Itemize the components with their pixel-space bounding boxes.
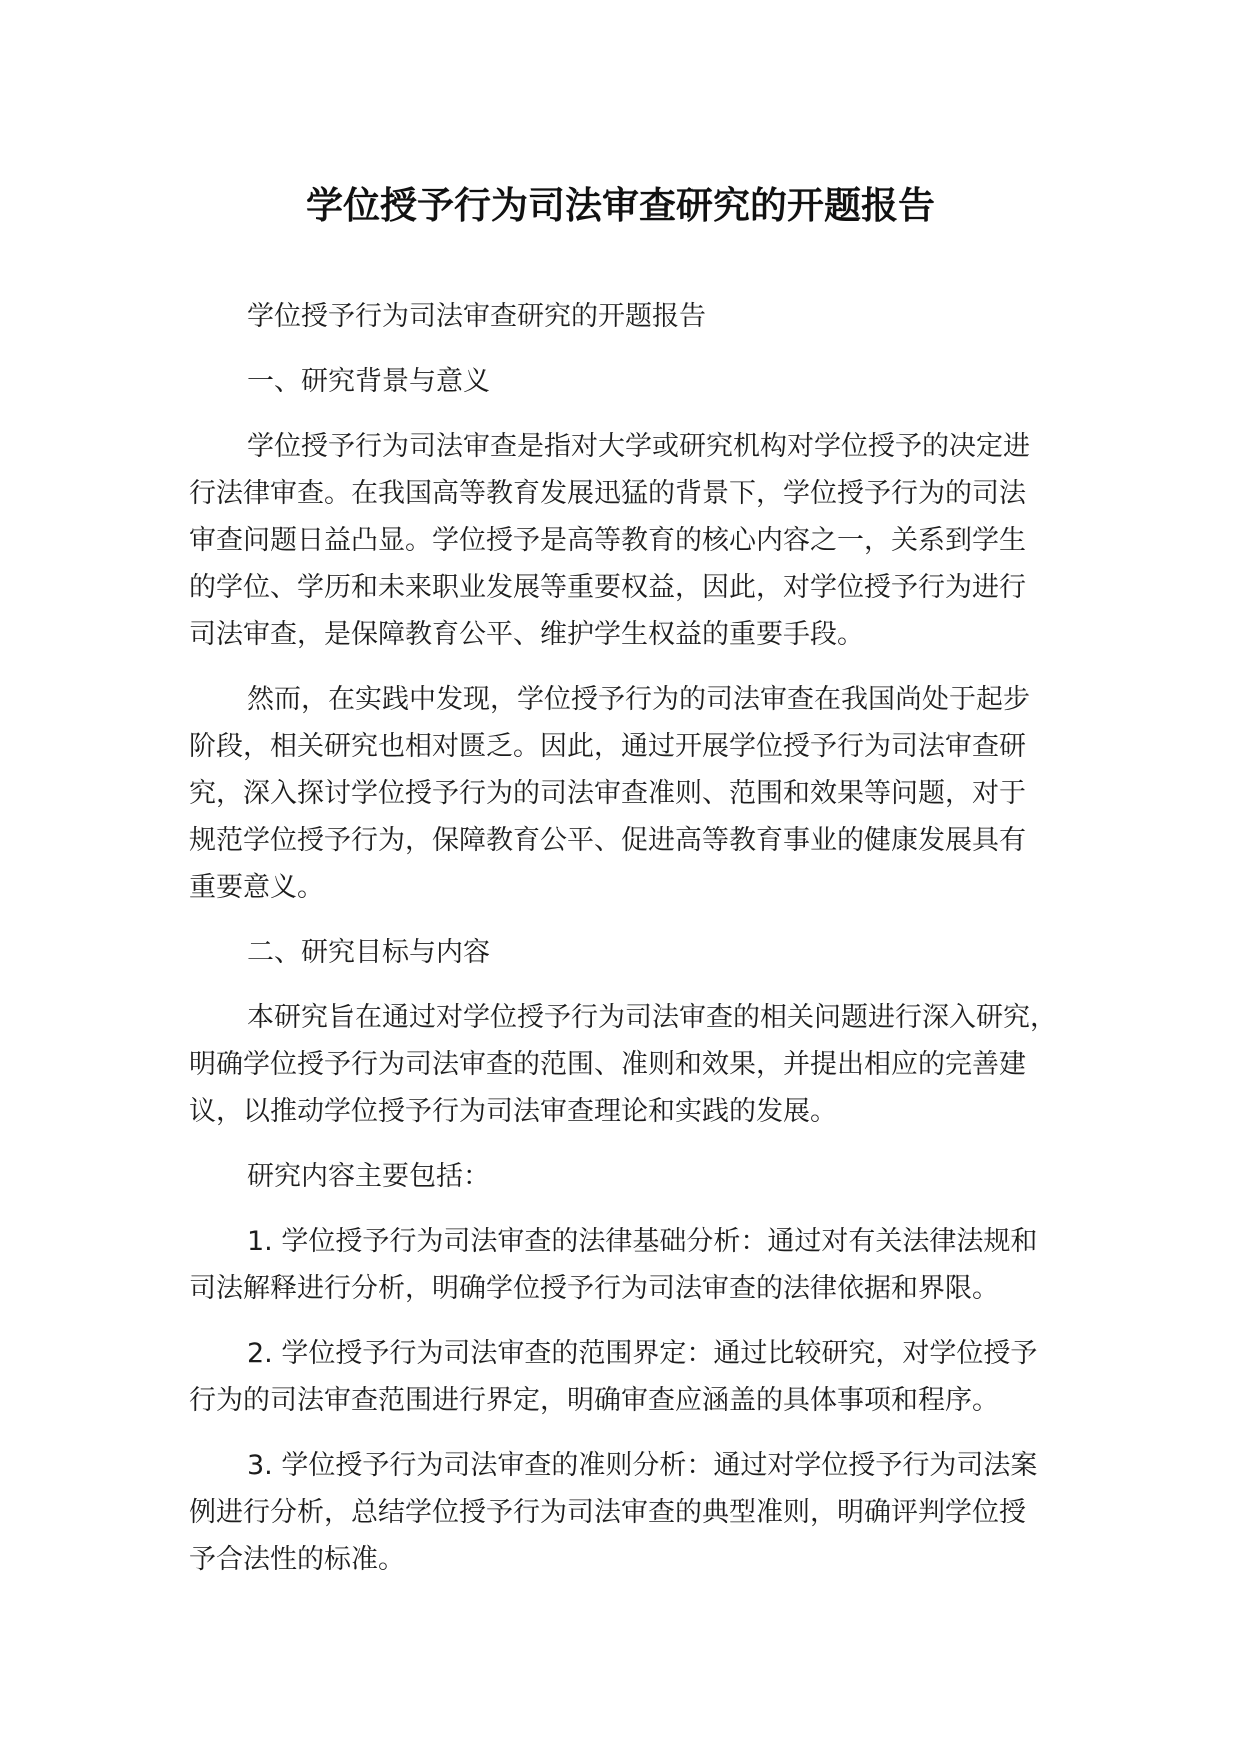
text-line: 二、研究目标与内容 — [247, 937, 490, 968]
text-line: 例进行分析，总结学位授予行为司法审查的典型准则，明确评判学位授 — [189, 1497, 1026, 1528]
text-line: 行法律审查。在我国高等教育发展迅猛的背景下，学位授予行为的司法 — [189, 478, 1026, 509]
text-line: 司法审查，是保障教育公平、维护学生权益的重要手段。 — [189, 619, 864, 650]
text-line: 司法解释进行分析，明确学位授予行为司法审查的法律依据和界限。 — [189, 1273, 999, 1304]
text-line: 本研究旨在通过对学位授予行为司法审查的相关问题进行深入研究， — [247, 1002, 1057, 1033]
list-item-2 — [189, 1330, 1089, 1424]
list-item-1 — [189, 1218, 1089, 1312]
text-line: 学位授予行为司法审查研究的开题报告 — [247, 301, 706, 332]
text-line: 予合法性的标准。 — [189, 1544, 405, 1575]
text-line: 然而，在实践中发现，学位授予行为的司法审查在我国尚处于起步 — [247, 684, 1030, 715]
text-line: 究，深入探讨学位授予行为的司法审查准则、范围和效果等问题，对于 — [189, 778, 1026, 809]
section-heading-background — [189, 358, 1089, 405]
text-line: 议，以推动学位授予行为司法审查理论和实践的发展。 — [189, 1096, 837, 1127]
paragraph-background-significance — [189, 676, 1089, 911]
paragraph-background-definition — [189, 423, 1089, 658]
text-line: 规范学位授予行为，保障教育公平、促进高等教育事业的健康发展具有 — [189, 825, 1026, 856]
text-line: 研究内容主要包括： — [247, 1161, 490, 1192]
section-heading-objectives — [189, 929, 1089, 976]
document-body — [189, 293, 1089, 1601]
text-line: 1. 学位授予行为司法审查的法律基础分析：通过对有关法律法规和 — [247, 1226, 1038, 1257]
paragraph-research-objective — [189, 994, 1089, 1135]
report-subtitle — [189, 293, 1089, 340]
text-line: 一、研究背景与意义 — [247, 366, 490, 397]
text-line: 明确学位授予行为司法审查的范围、准则和效果，并提出相应的完善建 — [189, 1049, 1026, 1080]
text-line: 阶段，相关研究也相对匮乏。因此，通过开展学位授予行为司法审查研 — [189, 731, 1026, 762]
text-line: 重要意义。 — [189, 872, 324, 903]
text-line: 学位授予行为司法审查是指对大学或研究机构对学位授予的决定进 — [247, 431, 1030, 462]
paragraph-research-content-intro — [189, 1153, 1089, 1200]
document-title: 学位授予行为司法审查研究的开题报告 — [306, 184, 935, 227]
text-line: 行为的司法审查范围进行界定，明确审查应涵盖的具体事项和程序。 — [189, 1385, 999, 1416]
text-line: 3. 学位授予行为司法审查的准则分析：通过对学位授予行为司法案 — [247, 1450, 1038, 1481]
text-line: 2. 学位授予行为司法审查的范围界定：通过比较研究，对学位授予 — [247, 1338, 1038, 1369]
text-line: 审查问题日益凸显。学位授予是高等教育的核心内容之一，关系到学生 — [189, 525, 1026, 556]
text-line: 的学位、学历和未来职业发展等重要权益，因此，对学位授予行为进行 — [189, 572, 1026, 603]
list-item-3 — [189, 1442, 1089, 1583]
